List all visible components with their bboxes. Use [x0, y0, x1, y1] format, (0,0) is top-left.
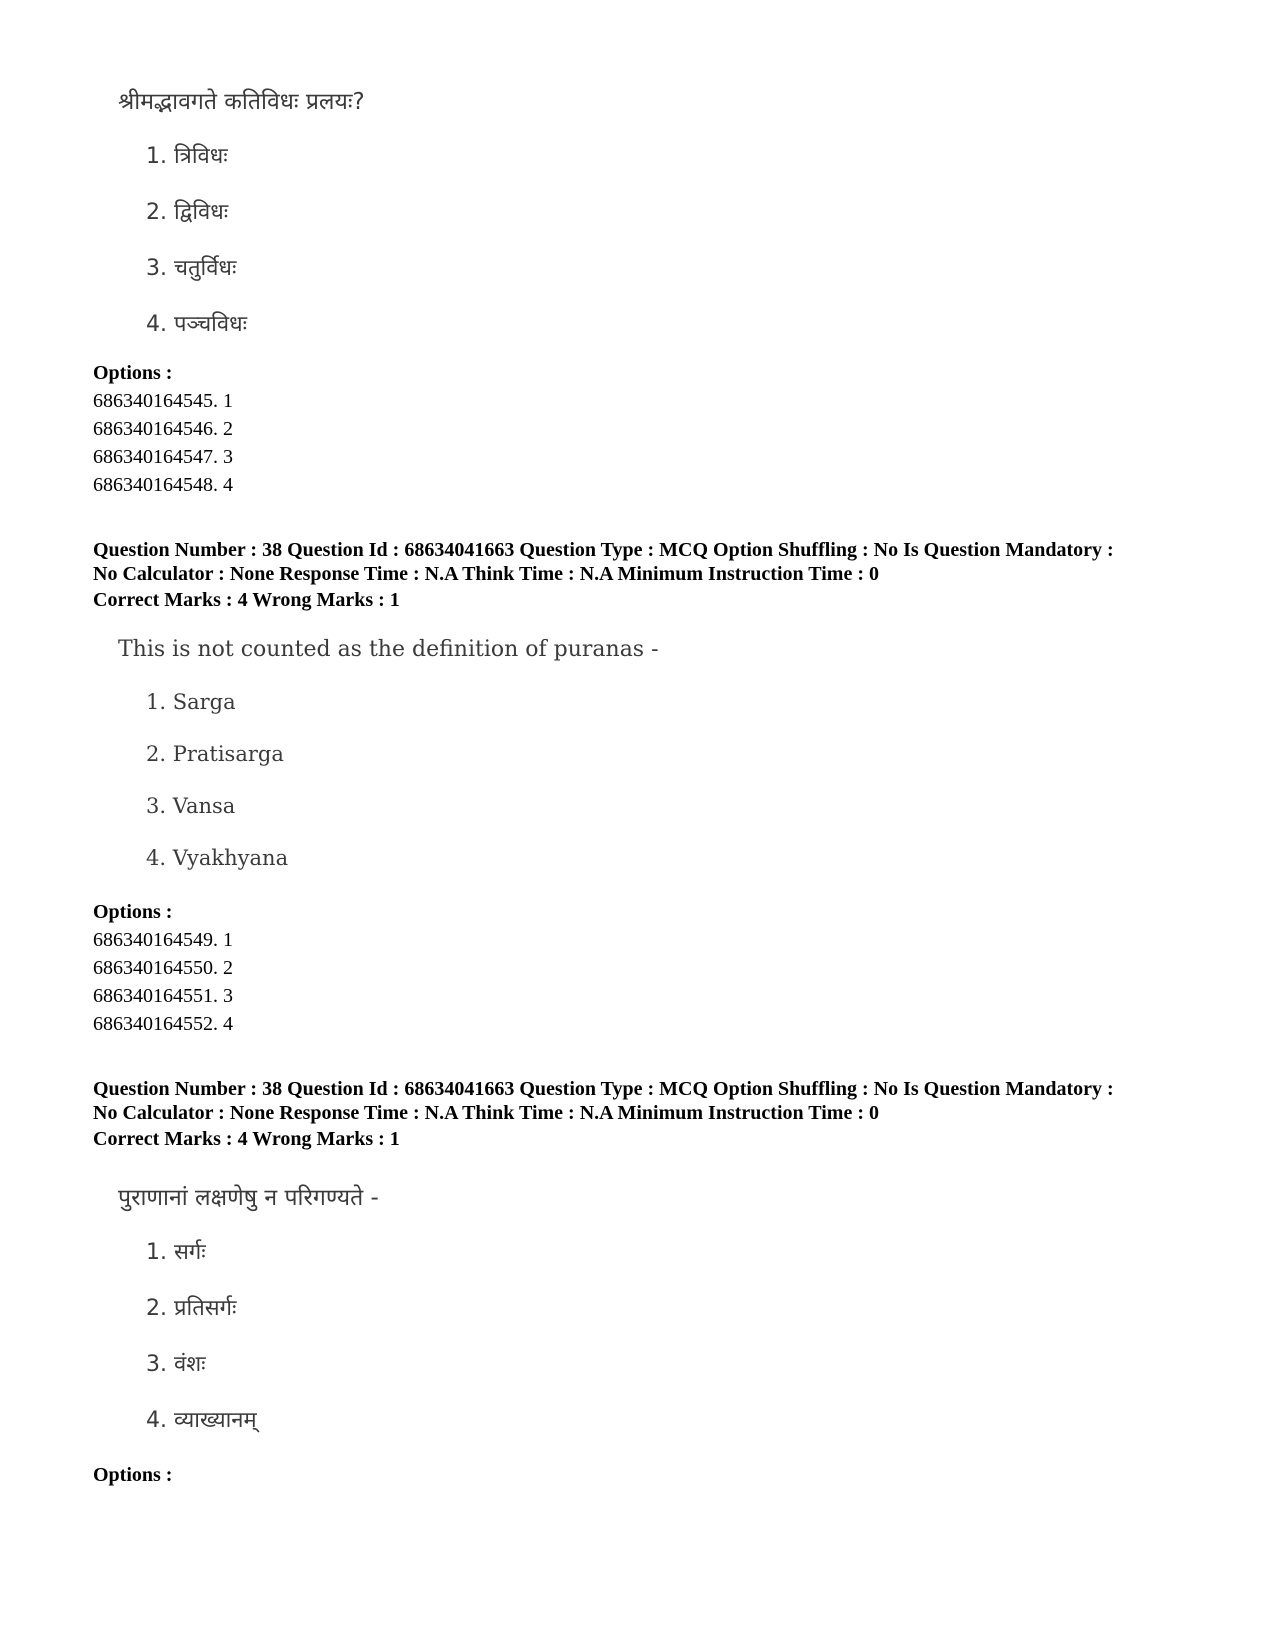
- option-id-line: 686340164551. 3: [93, 985, 233, 1007]
- answer-choice: 3. Vansa: [146, 794, 236, 818]
- answer-choice: 3. चतुर्विधः: [146, 256, 237, 281]
- question-meta: [93, 1077, 1213, 1125]
- marks-line: Correct Marks : 4 Wrong Marks : 1: [93, 589, 400, 611]
- answer-choice: 2. Pratisarga: [146, 742, 284, 766]
- answer-choice: 2. प्रतिसर्गः: [146, 1296, 237, 1321]
- question-text: श्रीमद्भावगते कतिविधः प्रलयः?: [118, 89, 365, 115]
- option-id-line: 686340164549. 1: [93, 929, 233, 951]
- question-meta-line: Question Number : 38 Question Id : 68634041663 Question Type : MCQ Option Shuffling : No Is Question Mandatory :: [93, 1078, 1114, 1100]
- option-id-line: 686340164552. 4: [93, 1013, 233, 1035]
- option-id-line: 686340164546. 2: [93, 418, 233, 440]
- option-id-line: 686340164547. 3: [93, 446, 233, 468]
- answer-choice: 1. सर्गः: [146, 1240, 206, 1265]
- options-label: Options :: [93, 362, 173, 384]
- options-label: Options :: [93, 1464, 173, 1486]
- question-text: पुराणानां लक्षणेषु न परिगण्यते -: [118, 1185, 379, 1211]
- question-meta-line: No Calculator : None Response Time : N.A Think Time : N.A Minimum Instruction Time : 0: [93, 563, 879, 585]
- option-id-line: 686340164545. 1: [93, 390, 233, 412]
- answer-choice: 4. पञ्चविधः: [146, 312, 248, 337]
- answer-choice: 3. वंशः: [146, 1352, 206, 1377]
- question-text: This is not counted as the definition of puranas -: [118, 637, 659, 662]
- answer-choice: 2. द्विविधः: [146, 200, 229, 225]
- question-meta-line: Question Number : 38 Question Id : 68634041663 Question Type : MCQ Option Shuffling : No Is Question Mandatory :: [93, 539, 1114, 561]
- question-meta-line: No Calculator : None Response Time : N.A Think Time : N.A Minimum Instruction Time : 0: [93, 1102, 879, 1124]
- marks-line: Correct Marks : 4 Wrong Marks : 1: [93, 1128, 400, 1150]
- answer-choice: 4. व्याख्यानम्: [146, 1408, 257, 1433]
- answer-choice: 1. त्रिविधः: [146, 144, 228, 169]
- answer-choice: 1. Sarga: [146, 690, 236, 714]
- option-id-line: 686340164550. 2: [93, 957, 233, 979]
- options-label: Options :: [93, 901, 173, 923]
- option-id-line: 686340164548. 4: [93, 474, 233, 496]
- answer-choice: 4. Vyakhyana: [146, 846, 289, 870]
- question-meta: [93, 538, 1213, 586]
